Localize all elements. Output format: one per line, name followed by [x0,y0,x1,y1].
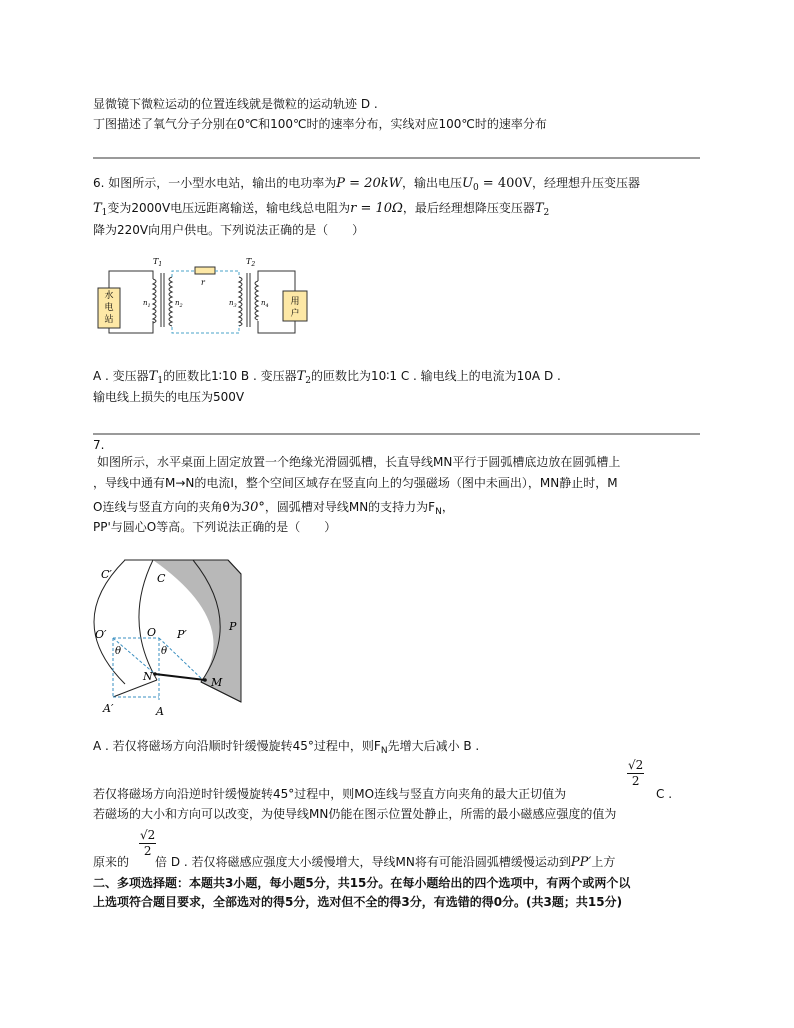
svg-text:站: 站 [104,315,114,325]
n3-label: $n_3$ [229,299,237,309]
formula-power: P = 20kW [336,176,402,191]
svg-text:户: 户 [290,309,300,319]
q7-stem-line4: PP'与圆心O等高。下列说法正确的是（ ） [93,520,337,534]
divider [93,433,700,435]
formula-t1: $T_1$ [148,369,164,386]
formula-pp-prime: PP′ [570,855,592,870]
q7-stem-line3: O连线与竖直方向的夹角θ为30°，圆弧槽对导线MN的支持力为$F_N$， [93,500,454,517]
q7-option-c: 若磁场的大小和方向可以改变，为使导线MN仍能在图示位置处静止，所需的最小磁感应强度的值为 [93,807,617,821]
q7-stem-line2: ，导线中通有M→N的电流I，整个空间区域存在竖直向上的匀强磁场（图中未画出），MN静止时，M [93,476,618,490]
label-a-prime: A′ [103,702,114,715]
label-m: M [211,676,223,689]
label-theta: θ [161,646,168,657]
q7-number: 7. [93,438,105,452]
q6-option-d: 输电线上损失的电压为500V [93,390,245,404]
transformer-circuit-diagram [95,255,325,337]
q7-option-b: 若仅将磁场方向沿逆时针缓慢旋转45°过程中，则MO连线与竖直方向夹角的最大正切值为 [93,787,567,801]
divider [93,157,700,159]
label-a: A [156,705,164,718]
label-p-prime: P′ [177,628,187,641]
formula-t2: $T_2$ [296,369,311,386]
formula-voltage: $U_0 = 400V$ [461,176,533,193]
formula-angle: 30° [241,500,265,515]
label-o: O [147,626,157,639]
q7-option-c-label: C . [656,787,673,801]
r-label: r [201,278,205,287]
text: ，输出电压 [401,176,462,190]
q6-options-line1: A . 变压器$T_1$的匝数比1∶10 B . 变压器$T_2$的匝数比为10∶1 C . 输电线上的电流为10A D . [93,369,561,386]
n4-label: $n_4$ [261,299,269,309]
section-heading-line1: 二、多项选择题：本题共3小题，每小题5分，共15分。在每小题给出的四个选项中，有两个或两个以 [93,876,631,890]
text-line: 显微镜下微粒运动的位置连线就是微粒的运动轨迹 D . [93,97,378,111]
t2-label: $T_2$ [246,257,256,268]
formula-t1: $T_1$ [93,201,108,218]
fraction-sqrt2-over-2: $\frac{√2}{2}$ [140,828,156,858]
formula-resistance: r = 10Ω [350,201,403,216]
q7-stem-line1: 如图所示，水平桌面上固定放置一个绝缘光滑圆弧槽，长直导线MN平行于圆弧槽底边放在圆弧槽上 [97,455,621,469]
n1-label: $n_1$ [143,299,151,309]
fraction-sqrt2-over-2: $\frac{√2}{2}$ [628,758,644,788]
n2-label: $n_2$ [175,299,183,309]
formula-t2: $T_2$ [534,201,550,218]
label-c-prime: C′ [101,568,112,581]
text: 6. 如图所示，一小型水电站，输出的电功率为 [93,176,337,190]
label-n: N [143,670,153,683]
text: ，最后经理想降压变压器 [402,201,535,215]
t1-label: $T_1$ [153,257,163,268]
q6-stem-line3: 降为220V向用户供电。下列说法正确的是（ ） [93,223,365,237]
user-label: 用 [290,297,300,307]
q6-stem-line1 [93,175,640,196]
resistor [195,267,215,274]
text: ，经理想升压变压器 [532,176,641,190]
label-c: C [157,572,166,585]
svg-text:电: 电 [104,303,114,313]
q6-stem-line2 [93,200,549,221]
arc-groove-diagram [93,552,253,722]
text: 变为2000V电压远距离输送，输电线总电阻为 [107,201,351,215]
text-line: 丁图描述了氧气分子分别在0℃和100℃时的速率分布，实线对应100℃时的速率分布 [93,117,547,131]
label-p: P [229,620,237,633]
q7-option-c-d-line: 原来的 倍 D . 若仅将磁感应强度大小缓慢增大，导线MN将有可能沿圆弧槽缓慢运动到PP′上方 [93,855,616,870]
label-o-prime: O′ [95,628,107,641]
station-label: 水 [104,291,114,301]
q7-option-a: A . 若仅将磁场方向沿顺时针缓慢旋转45°过程中，则$F_N$先增大后减小 B . [93,739,480,756]
label-theta: θ [115,646,122,657]
section-heading-line2: 上选项符合题目要求，全部选对的得5分，选对但不全的得3分，有选错的得0分。(共3题；共15分) [93,895,623,909]
